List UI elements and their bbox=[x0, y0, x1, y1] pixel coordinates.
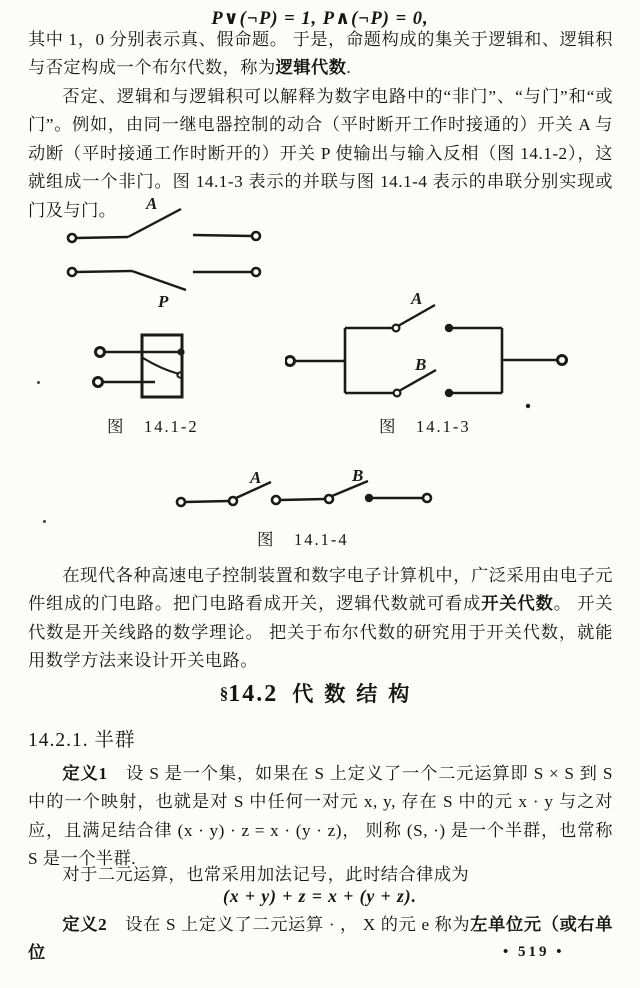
switch-b-label: B bbox=[415, 355, 427, 374]
terminal-icon bbox=[94, 378, 103, 387]
definition-2-label: 定义2 bbox=[62, 915, 108, 934]
scan-speckle bbox=[43, 520, 46, 523]
figure-14-1-2-drawing bbox=[60, 195, 292, 407]
terminal-icon bbox=[252, 232, 260, 240]
contact-dot-icon bbox=[365, 494, 373, 502]
term-switch-algebra: 开关代数 bbox=[481, 594, 554, 614]
scan-speckle bbox=[526, 404, 530, 408]
contact-dot-icon bbox=[445, 324, 453, 332]
switch-blade bbox=[132, 271, 186, 290]
terminal-icon bbox=[423, 494, 431, 502]
figure-14-1-4-drawing bbox=[170, 468, 440, 512]
definition-1 bbox=[28, 760, 613, 874]
paragraph-switch-algebra-text1: 在现代各种高速电子控制装置和数字电子计算机中，广泛采用由电子元件组成的门电路。把门电路看成开关，逻辑代数就可看成 bbox=[28, 566, 613, 614]
definition-1-label: 定义1 bbox=[62, 764, 108, 783]
hinge-icon bbox=[325, 495, 333, 503]
switch-b-label: B bbox=[352, 468, 364, 485]
wire bbox=[280, 499, 325, 500]
paragraph-addition-notation: 对于二元运算，也常采用加法记号，此时结合律成为 bbox=[62, 865, 470, 884]
section-number: 14.2 bbox=[228, 681, 279, 707]
formula-logic-complement: P∨(¬P) = 1, P∧(¬P) = 0, bbox=[211, 9, 429, 29]
terminal-icon bbox=[286, 357, 295, 366]
definition-1-body: 设 S 是一个集，如果在 S 上定义了一个二元运算即 S × S 到 S 中的一个映射，也就是对 S 中任何一对元 x, y, 存在 S 中的元 x · y 与之对应，且满足结合律 (x · y) · z = x · (y · z)， 则称 (S, ·) 是一个半群，也常称 S 是一个半群. bbox=[28, 764, 613, 869]
scan-speckle bbox=[37, 381, 40, 384]
wire bbox=[76, 271, 132, 272]
terminal-icon bbox=[272, 496, 280, 504]
terminal-icon bbox=[558, 356, 567, 365]
figure-caption-14-1-3: 图 14.1-3 bbox=[379, 417, 471, 436]
contact-icon bbox=[177, 372, 182, 377]
section-heading bbox=[0, 678, 640, 708]
branch-switch-a bbox=[345, 290, 502, 332]
figure-caption-14-1-2: 图 14.1-2 bbox=[107, 417, 199, 436]
terminal-icon bbox=[68, 268, 76, 276]
paragraph-intro-text: 其中 1，0 分别表示真、假命题。 于是，命题构成的集关于逻辑和、逻辑积与否定构成一个布尔代数，称为 bbox=[28, 30, 613, 78]
term-left-identity: 左单位元（或右单位 bbox=[28, 915, 613, 963]
contact-dot-icon bbox=[445, 389, 453, 397]
figure-14-1-3-drawing bbox=[285, 290, 575, 412]
formula-associativity: (x + y) + z = x + (y + z). bbox=[223, 886, 417, 906]
switch-a-label: A bbox=[250, 468, 262, 487]
figure-caption-14-1-4: 图 14.1-4 bbox=[257, 530, 349, 549]
subsection-heading: 14.2.1. 半群 bbox=[28, 730, 136, 751]
paragraph-intro bbox=[28, 26, 613, 83]
wire bbox=[193, 235, 252, 236]
section-title: 代数结构 bbox=[292, 682, 421, 706]
wire bbox=[76, 237, 128, 238]
paragraph-intro-tail: . bbox=[346, 58, 352, 78]
relay-armature bbox=[143, 358, 179, 374]
terminal-icon bbox=[252, 268, 260, 276]
switch-blade bbox=[398, 305, 435, 326]
page-number: • 519 • bbox=[503, 944, 565, 960]
term-logic-algebra: 逻辑代数 bbox=[275, 58, 347, 78]
relay-box bbox=[94, 335, 184, 397]
branch-switch-b bbox=[345, 355, 502, 397]
paragraph-switch-algebra bbox=[28, 562, 613, 676]
paragraph-switch-algebra-text2: 。 开关代数是开关线路的数学理论。 把关于布尔代数的研究用于开关代数，就能用数学方法来设计开关电路。 bbox=[28, 594, 613, 671]
section-symbol: § bbox=[219, 684, 229, 703]
terminal-icon bbox=[96, 348, 105, 357]
paragraph-gates: 否定、逻辑和与逻辑积可以解释为数字电路中的“非门”、“与门”和“或门”。例如，由同一继电器控制的动合（平时断开工作时接通的）开关 A 与动断（平时接通工作时断开的）开关 P 使输出与输入反相（图 14.1-2），这就组成一个非门。图 14.1-3 表示的并联与图 14.1-4 表示的串联分别实现或门及与门。 bbox=[28, 87, 613, 220]
switch-a-label: A bbox=[411, 290, 423, 308]
terminal-icon bbox=[68, 234, 76, 242]
hinge-icon bbox=[229, 497, 237, 505]
switch-a-label: A bbox=[146, 195, 158, 213]
relay-outline bbox=[142, 335, 182, 397]
definition-2-body: 设在 S 上定义了二元运算 · ， X 的元 e 称为 bbox=[107, 915, 471, 934]
switch-blade bbox=[128, 209, 181, 237]
switch-a bbox=[68, 195, 260, 242]
switch-p-label: P bbox=[158, 292, 169, 311]
wire bbox=[185, 501, 229, 502]
switch-p bbox=[68, 268, 260, 311]
terminal-icon bbox=[177, 498, 185, 506]
